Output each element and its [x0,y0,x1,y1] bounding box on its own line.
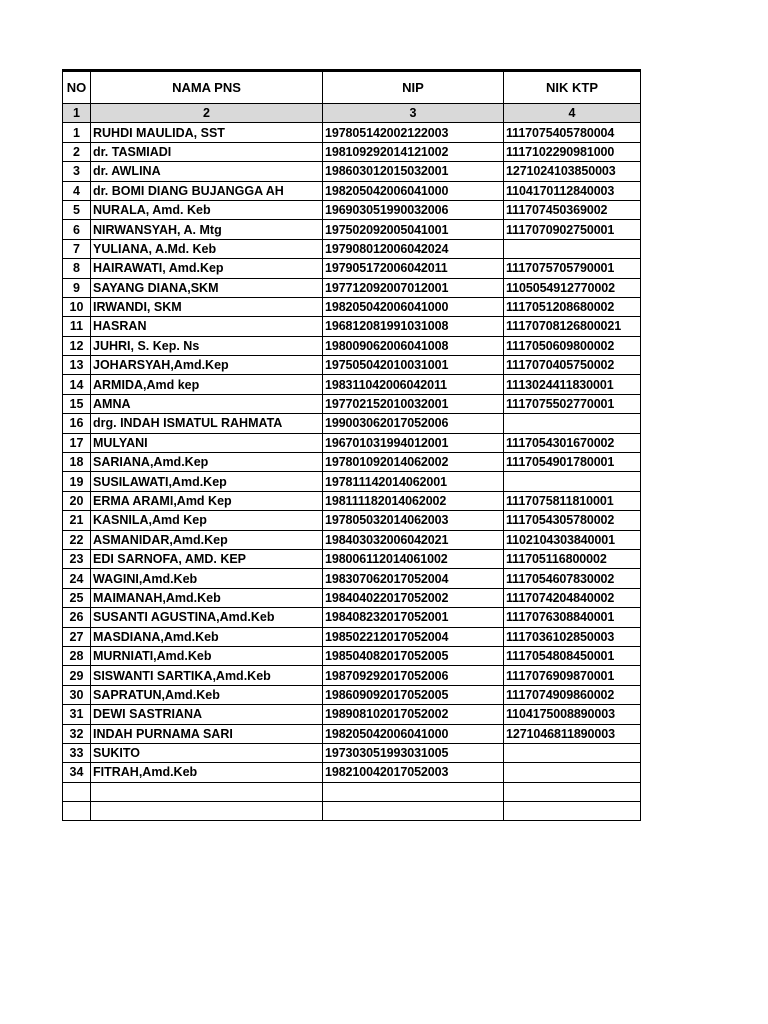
row-nik-cell[interactable] [504,743,641,762]
table-row [63,646,641,665]
header-nama-pns[interactable]: NAMA PNS [91,71,323,104]
row-no-cell[interactable]: 25 [63,588,91,607]
row-name-cell[interactable]: AMNA [91,394,323,413]
row-name-cell[interactable]: FITRAH,Amd.Keb [91,763,323,782]
table-row [63,608,641,627]
row-name-cell[interactable]: MULYANI [91,433,323,452]
row-nip-cell[interactable] [323,782,504,801]
row-name-cell[interactable]: ERMA ARAMI,Amd Kep [91,491,323,510]
row-no-cell[interactable]: 14 [63,375,91,394]
row-nik-cell[interactable]: 1117076909870001 [504,666,641,685]
row-name-cell[interactable]: DEWI SASTRIANA [91,705,323,724]
row-no-cell[interactable]: 18 [63,453,91,472]
table-row [63,414,641,433]
row-nik-cell[interactable]: 1117074909860002 [504,685,641,704]
header-nik-ktp[interactable]: NIK KTP [504,71,641,104]
row-name-cell[interactable]: NURALA, Amd. Keb [91,200,323,219]
row-no-cell[interactable]: 2 [63,142,91,161]
row-no-cell[interactable]: 1 [63,123,91,142]
row-nip-cell[interactable]: 198109292014121002 [323,142,504,161]
row-name-cell[interactable]: WAGINI,Amd.Keb [91,569,323,588]
row-no-cell[interactable]: 29 [63,666,91,685]
row-name-cell[interactable]: HAIRAWATI, Amd.Kep [91,259,323,278]
row-no-cell[interactable]: 23 [63,549,91,568]
row-nip-cell[interactable]: 197505042010031001 [323,356,504,375]
table-row [63,724,641,743]
row-name-cell[interactable] [91,782,323,801]
row-name-cell[interactable]: IRWANDI, SKM [91,297,323,316]
table-row [63,666,641,685]
table-body [63,123,641,821]
row-nip-cell[interactable]: 198403032006042021 [323,530,504,549]
row-nip-cell[interactable]: 198307062017052004 [323,569,504,588]
row-nip-cell[interactable]: 198709292017052006 [323,666,504,685]
row-no-cell[interactable]: 20 [63,491,91,510]
row-no-cell[interactable]: 8 [63,259,91,278]
table-row [63,200,641,219]
table-row [63,530,641,549]
row-nik-cell[interactable]: 1117075405780004 [504,123,641,142]
table-row [63,433,641,452]
row-no-cell[interactable]: 5 [63,200,91,219]
row-no-cell[interactable]: 13 [63,356,91,375]
table-row [63,569,641,588]
row-nik-cell[interactable]: 1104175008890003 [504,705,641,724]
row-nik-cell[interactable]: 1117075705790001 [504,259,641,278]
row-no-cell[interactable]: 19 [63,472,91,491]
table-row [63,297,641,316]
row-name-cell[interactable]: drg. INDAH ISMATUL RAHMATA [91,414,323,433]
table-row [63,220,641,239]
row-nip-cell[interactable]: 197905172006042011 [323,259,504,278]
row-no-cell[interactable]: 3 [63,162,91,181]
row-name-cell[interactable]: MAIMANAH,Amd.Keb [91,588,323,607]
row-nik-cell[interactable] [504,763,641,782]
table-row [63,453,641,472]
row-nik-cell[interactable]: 1117074204840002 [504,588,641,607]
row-nip-cell[interactable]: 198603012015032001 [323,162,504,181]
row-nip-cell[interactable]: 198609092017052005 [323,685,504,704]
row-no-cell[interactable]: 9 [63,278,91,297]
row-nip-cell[interactable]: 198504082017052005 [323,646,504,665]
row-no-cell[interactable]: 22 [63,530,91,549]
column-number-3[interactable]: 3 [323,104,504,123]
row-name-cell[interactable]: ASMANIDAR,Amd.Kep [91,530,323,549]
row-nik-cell[interactable]: 11170708126800021 [504,317,641,336]
table-row [63,549,641,568]
row-nik-cell[interactable]: 1117050609800002 [504,336,641,355]
row-nik-cell[interactable]: 111707450369002 [504,200,641,219]
row-nik-cell[interactable]: 1117054808450001 [504,646,641,665]
row-no-cell[interactable]: 34 [63,763,91,782]
row-nip-cell[interactable] [323,802,504,821]
row-name-cell[interactable]: RUHDI MAULIDA, SST [91,123,323,142]
table-row [63,511,641,530]
table-row [63,802,641,821]
row-no-cell[interactable]: 31 [63,705,91,724]
row-name-cell[interactable]: dr. AWLINA [91,162,323,181]
table-row [63,162,641,181]
table-row [63,375,641,394]
row-nip-cell[interactable]: 199003062017052006 [323,414,504,433]
table-row [63,336,641,355]
row-name-cell[interactable]: SUSANTI AGUSTINA,Amd.Keb [91,608,323,627]
row-nik-cell[interactable]: 1117054607830002 [504,569,641,588]
row-name-cell[interactable]: ARMIDA,Amd kep [91,375,323,394]
row-nik-cell[interactable]: 1117102290981000 [504,142,641,161]
row-no-cell[interactable] [63,782,91,801]
row-no-cell[interactable]: 16 [63,414,91,433]
table-row [63,394,641,413]
table-row [63,763,641,782]
row-no-cell[interactable]: 24 [63,569,91,588]
row-no-cell[interactable]: 7 [63,239,91,258]
row-name-cell[interactable]: JOHARSYAH,Amd.Kep [91,356,323,375]
row-name-cell[interactable]: SUSILAWATI,Amd.Kep [91,472,323,491]
row-name-cell[interactable]: MASDIANA,Amd.Keb [91,627,323,646]
row-nip-cell[interactable]: 197805142002122003 [323,123,504,142]
row-no-cell[interactable]: 26 [63,608,91,627]
table-row [63,123,641,142]
row-name-cell[interactable]: INDAH PURNAMA SARI [91,724,323,743]
table-row [63,142,641,161]
row-nip-cell[interactable]: 197805032014062003 [323,511,504,530]
row-no-cell[interactable]: 30 [63,685,91,704]
table-row [63,685,641,704]
row-no-cell[interactable]: 10 [63,297,91,316]
row-nik-cell[interactable]: 1117075502770001 [504,394,641,413]
table-row [63,472,641,491]
row-name-cell[interactable]: HASRAN [91,317,323,336]
row-no-cell[interactable]: 17 [63,433,91,452]
row-nik-cell[interactable]: 1117036102850003 [504,627,641,646]
row-name-cell[interactable]: YULIANA, A.Md. Keb [91,239,323,258]
row-nip-cell[interactable]: 196903051990032006 [323,200,504,219]
row-nip-cell[interactable]: 197702152010032001 [323,394,504,413]
row-name-cell[interactable]: SAYANG DIANA,SKM [91,278,323,297]
table-row [63,705,641,724]
row-nip-cell[interactable]: 197801092014062002 [323,453,504,472]
row-nip-cell[interactable]: 198205042006041000 [323,181,504,200]
row-nip-cell[interactable]: 197303051993031005 [323,743,504,762]
row-nik-cell[interactable] [504,414,641,433]
row-name-cell[interactable]: SARIANA,Amd.Kep [91,453,323,472]
row-nik-cell[interactable]: 1113024411830001 [504,375,641,394]
table-row [63,491,641,510]
row-nik-cell[interactable]: 1117076308840001 [504,608,641,627]
column-number-row [63,104,641,123]
row-nik-cell[interactable] [504,239,641,258]
row-nik-cell[interactable]: 1117070405750002 [504,356,641,375]
row-nik-cell[interactable]: 1102104303840001 [504,530,641,549]
row-name-cell[interactable]: SUKITO [91,743,323,762]
row-nip-cell[interactable]: 198210042017052003 [323,763,504,782]
row-no-cell[interactable]: 33 [63,743,91,762]
row-nik-cell[interactable] [504,472,641,491]
table-row [63,259,641,278]
row-no-cell[interactable]: 6 [63,220,91,239]
row-nik-cell[interactable]: 1117051208680002 [504,297,641,316]
row-nip-cell[interactable]: 198006112014061002 [323,549,504,568]
row-name-cell[interactable] [91,802,323,821]
row-nik-cell[interactable]: 1117054901780001 [504,453,641,472]
row-nik-cell[interactable]: 1117070902750001 [504,220,641,239]
row-nik-cell[interactable]: 1271046811890003 [504,724,641,743]
row-nip-cell[interactable]: 198502212017052004 [323,627,504,646]
row-nik-cell[interactable]: 1117054301670002 [504,433,641,452]
row-nik-cell[interactable]: 111705116800002 [504,549,641,568]
row-nik-cell[interactable] [504,782,641,801]
row-nip-cell[interactable]: 197908012006042024 [323,239,504,258]
row-nip-cell[interactable]: 198205042006041000 [323,297,504,316]
row-nik-cell[interactable]: 1117054305780002 [504,511,641,530]
header-nip[interactable]: NIP [323,71,504,104]
row-name-cell[interactable]: SAPRATUN,Amd.Keb [91,685,323,704]
row-nip-cell[interactable]: 197502092005041001 [323,220,504,239]
row-name-cell[interactable]: EDI SARNOFA, AMD. KEP [91,549,323,568]
row-name-cell[interactable]: dr. TASMIADI [91,142,323,161]
row-name-cell[interactable]: NIRWANSYAH, A. Mtg [91,220,323,239]
row-nik-cell[interactable]: 1271024103850003 [504,162,641,181]
row-nik-cell[interactable] [504,802,641,821]
row-nip-cell[interactable]: 196701031994012001 [323,433,504,452]
table-row [63,743,641,762]
row-nip-cell[interactable]: 198311042006042011 [323,375,504,394]
table-row [63,588,641,607]
row-no-cell[interactable]: 15 [63,394,91,413]
row-name-cell[interactable]: SISWANTI SARTIKA,Amd.Keb [91,666,323,685]
row-nip-cell[interactable]: 198111182014062002 [323,491,504,510]
row-nip-cell[interactable]: 198908102017052002 [323,705,504,724]
table-row [63,278,641,297]
row-no-cell[interactable]: 11 [63,317,91,336]
column-number-4[interactable]: 4 [504,104,641,123]
row-nik-cell[interactable]: 1105054912770002 [504,278,641,297]
row-name-cell[interactable]: KASNILA,Amd Kep [91,511,323,530]
row-no-cell[interactable]: 28 [63,646,91,665]
table-row [63,627,641,646]
table-row [63,239,641,258]
row-no-cell[interactable]: 4 [63,181,91,200]
row-nip-cell[interactable]: 197811142014062001 [323,472,504,491]
row-nip-cell[interactable]: 198408232017052001 [323,608,504,627]
row-no-cell[interactable]: 12 [63,336,91,355]
header-row [63,71,641,104]
row-no-cell[interactable]: 32 [63,724,91,743]
table-row [63,181,641,200]
row-nip-cell[interactable]: 198404022017052002 [323,588,504,607]
row-nik-cell[interactable]: 1104170112840003 [504,181,641,200]
row-name-cell[interactable]: MURNIATI,Amd.Keb [91,646,323,665]
row-no-cell[interactable] [63,802,91,821]
table-row [63,356,641,375]
row-name-cell[interactable]: JUHRI, S. Kep. Ns [91,336,323,355]
row-nip-cell[interactable]: 197712092007012001 [323,278,504,297]
row-nik-cell[interactable]: 1117075811810001 [504,491,641,510]
row-nip-cell[interactable]: 196812081991031008 [323,317,504,336]
column-number-2[interactable]: 2 [91,104,323,123]
row-no-cell[interactable]: 21 [63,511,91,530]
row-nip-cell[interactable]: 198205042006041000 [323,724,504,743]
header-no[interactable]: NO [63,71,91,104]
table-row [63,782,641,801]
row-no-cell[interactable]: 27 [63,627,91,646]
column-number-1[interactable]: 1 [63,104,91,123]
table-row [63,317,641,336]
pns-table [62,69,641,821]
row-nip-cell[interactable]: 198009062006041008 [323,336,504,355]
row-name-cell[interactable]: dr. BOMI DIANG BUJANGGA AH [91,181,323,200]
